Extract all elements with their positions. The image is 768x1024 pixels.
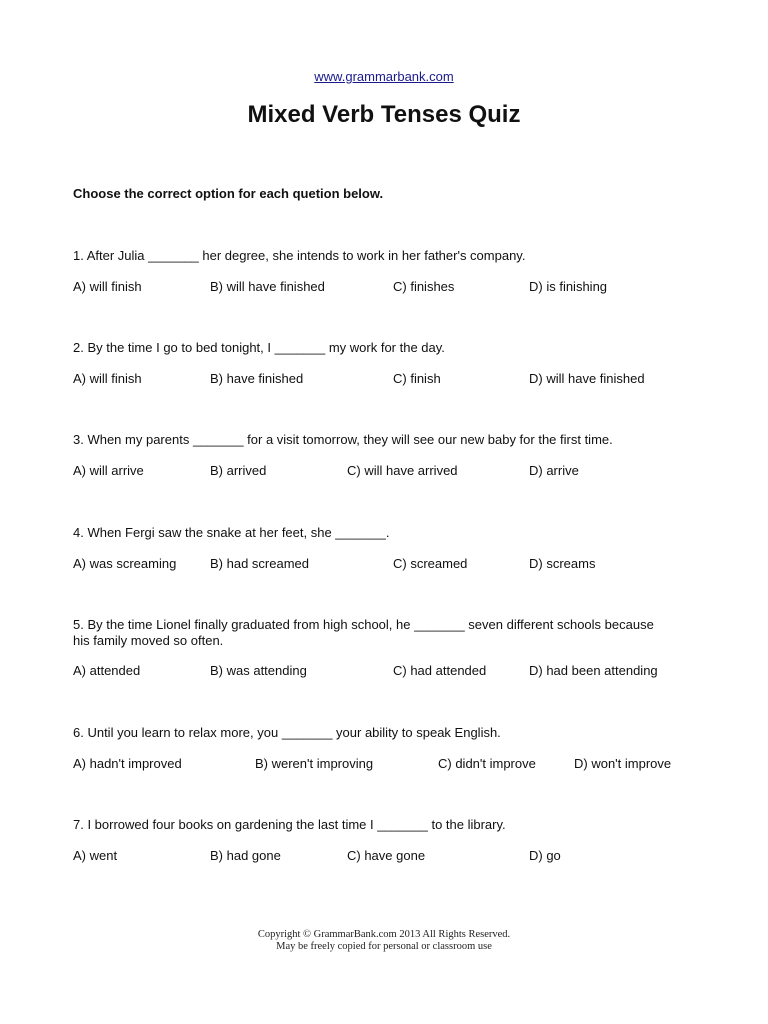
question-text: 5. By the time Lionel finally graduated from high school, he _______ seven different schools because his family moved so often. (73, 617, 654, 648)
option-a: A) will arrive (73, 462, 144, 478)
option-a: A) will finish (73, 278, 142, 294)
instructions: Choose the correct option for each quetion below. (73, 186, 384, 201)
options-row (73, 463, 693, 479)
option-b: B) will have finished (210, 278, 325, 294)
question-text: 6. Until you learn to relax more, you _______ your ability to speak English. (73, 725, 501, 740)
option-c: C) didn't improve (438, 755, 536, 771)
question-5 (73, 617, 673, 679)
option-b: B) had gone (210, 847, 281, 863)
option-c: C) will have arrived (347, 462, 458, 478)
option-a: A) hadn't improved (73, 755, 182, 771)
option-d: D) won't improve (574, 755, 672, 771)
option-a: A) will finish (73, 370, 142, 386)
question-3 (73, 432, 693, 479)
copyright-line: Copyright © GrammarBank.com 2013 All Rights Reserved. (257, 929, 511, 940)
options-row (73, 371, 693, 387)
question-text: 3. When my parents _______ for a visit tomorrow, they will see our new baby for the first time. (73, 432, 613, 447)
options-row (73, 279, 693, 295)
question-text: 1. After Julia _______ her degree, she intends to work in her father's company. (73, 248, 526, 263)
option-d: D) go (529, 847, 561, 863)
option-a: A) was screaming (73, 555, 177, 571)
option-c: C) have gone (347, 847, 426, 863)
options-row (73, 756, 693, 772)
options-row (73, 848, 693, 864)
question-2 (73, 340, 693, 387)
option-c: C) had attended (393, 663, 487, 678)
copyright-footer (0, 929, 768, 953)
option-a: A) attended (73, 663, 141, 678)
question-text: 4. When Fergi saw the snake at her feet, she _______. (73, 525, 390, 540)
option-d: D) will have finished (529, 370, 645, 386)
page-title: Mixed Verb Tenses Quiz (247, 101, 521, 128)
option-d: D) screams (529, 555, 596, 571)
question-4 (73, 525, 693, 572)
option-c: C) screamed (393, 555, 468, 571)
question-6 (73, 725, 693, 772)
question-1 (73, 248, 693, 295)
usage-line: May be freely copied for personal or classroom use (276, 941, 492, 952)
option-b: B) weren't improving (255, 755, 374, 771)
option-d: D) is finishing (529, 278, 608, 294)
question-7 (73, 817, 693, 864)
options-row (73, 556, 693, 572)
option-a: A) went (73, 847, 118, 863)
option-b: B) arrived (210, 462, 267, 478)
option-b: B) was attending (210, 663, 307, 678)
option-c: C) finish (393, 370, 441, 386)
site-link[interactable]: www.grammarbank.com (314, 69, 454, 84)
option-b: B) have finished (210, 370, 304, 386)
question-text: 2. By the time I go to bed tonight, I _______ my work for the day. (73, 340, 445, 355)
question-text: 7. I borrowed four books on gardening the last time I _______ to the library. (73, 817, 506, 832)
option-b: B) had screamed (210, 555, 309, 571)
option-d: D) had been attending (529, 663, 658, 678)
option-c: C) finishes (393, 278, 455, 294)
option-d: D) arrive (529, 462, 579, 478)
options-row (73, 663, 673, 679)
